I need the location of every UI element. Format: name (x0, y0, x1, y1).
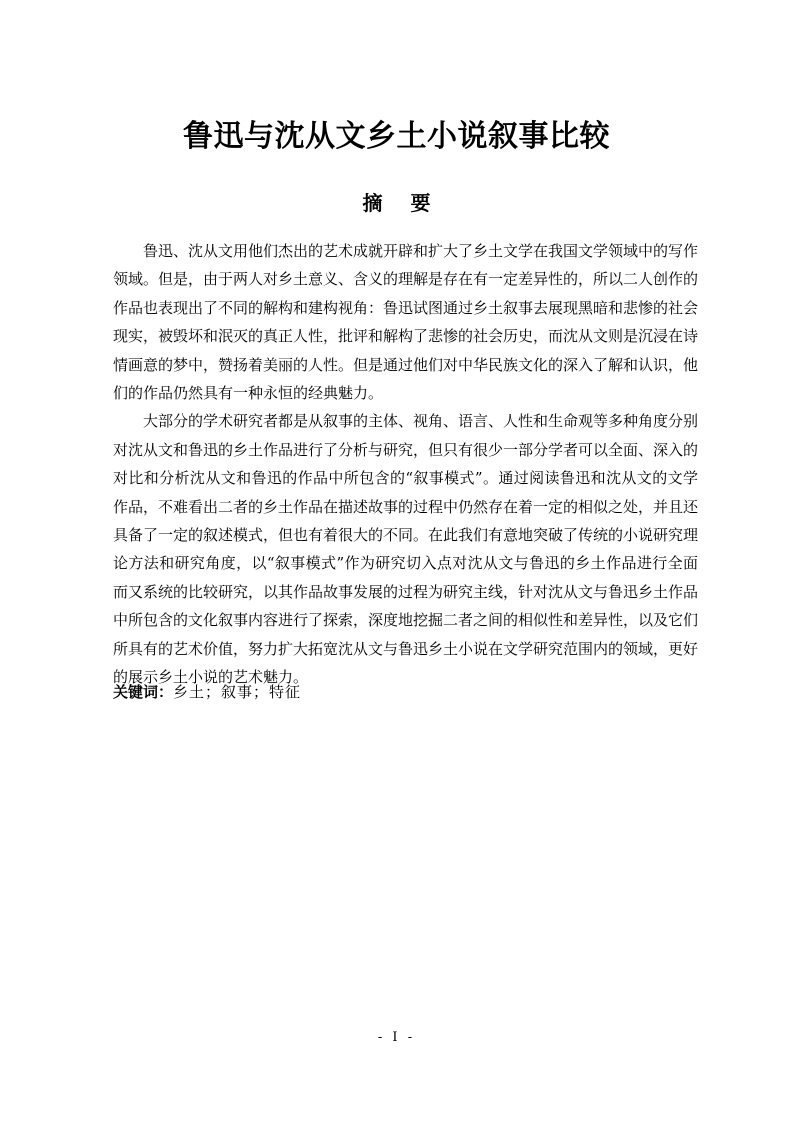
keywords-values: 乡土；叙事；特征 (173, 683, 302, 701)
abstract-heading: 摘要 (362, 191, 459, 215)
keywords-label: 关键词： (113, 683, 174, 701)
page-number: - I - (377, 1030, 416, 1045)
keywords-line (113, 678, 301, 706)
abstract-body (113, 237, 698, 692)
abstract-paragraph-2: 大部分的学术研究者都是从叙事的主体、视角、语言、人性和生命观等多种角度分别对沈从文和鲁迅的乡土作品进行了分析与研究，但只有很少一部分学者可以全面、深入的对比和分析沈从文和鲁迅的作品中所包含的“叙事模式”。通过阅读鲁迅和沈从文的文学作品，不难看出二者的乡土作品在描述故事的过程中仍然存在着一定的相似之处，并且还具备了一定的叙述模式，但也有着很大的不同。在此我们有意地突破了传统的小说研究理论方法和研究角度，以“叙事模式”作为研究切入点对沈从文与鲁迅的乡土作品进行全面而又系统的比较研究，以其作品故事发展的过程为研究主线，针对沈从文与鲁迅乡土作品中所包含的文化叙事内容进行了探索，深度地挖掘二者之间的相似性和差异性，以及它们所具有的艺术价值，努力扩大拓宽沈从文与鲁迅乡土小说在文学研究范围内的领域，更好的展示乡土小说的艺术魅力。 (113, 412, 699, 687)
abstract-paragraph-1: 鲁迅、沈从文用他们杰出的艺术成就开辟和扩大了乡土文学在我国文学领域中的写作领域。但是，由于两人对乡土意义、含义的理解是存在有一定差异性的，所以二人创作的作品也表现出了不同的解构和建构视角：鲁迅试图通过乡土叙事去展现黑暗和悲惨的社会现实，被毁坏和泯灭的真正人性，批评和解构了悲惨的社会历史，而沈从文则是沉浸在诗情画意的梦中，赞扬着美丽的人性。但是通过他们对中华民族文化的深入了解和认识，他们的作品仍然具有一种永恒的经典魅力。 (113, 242, 699, 403)
document-title: 鲁迅与沈从文乡土小说叙事比较 (183, 119, 610, 154)
